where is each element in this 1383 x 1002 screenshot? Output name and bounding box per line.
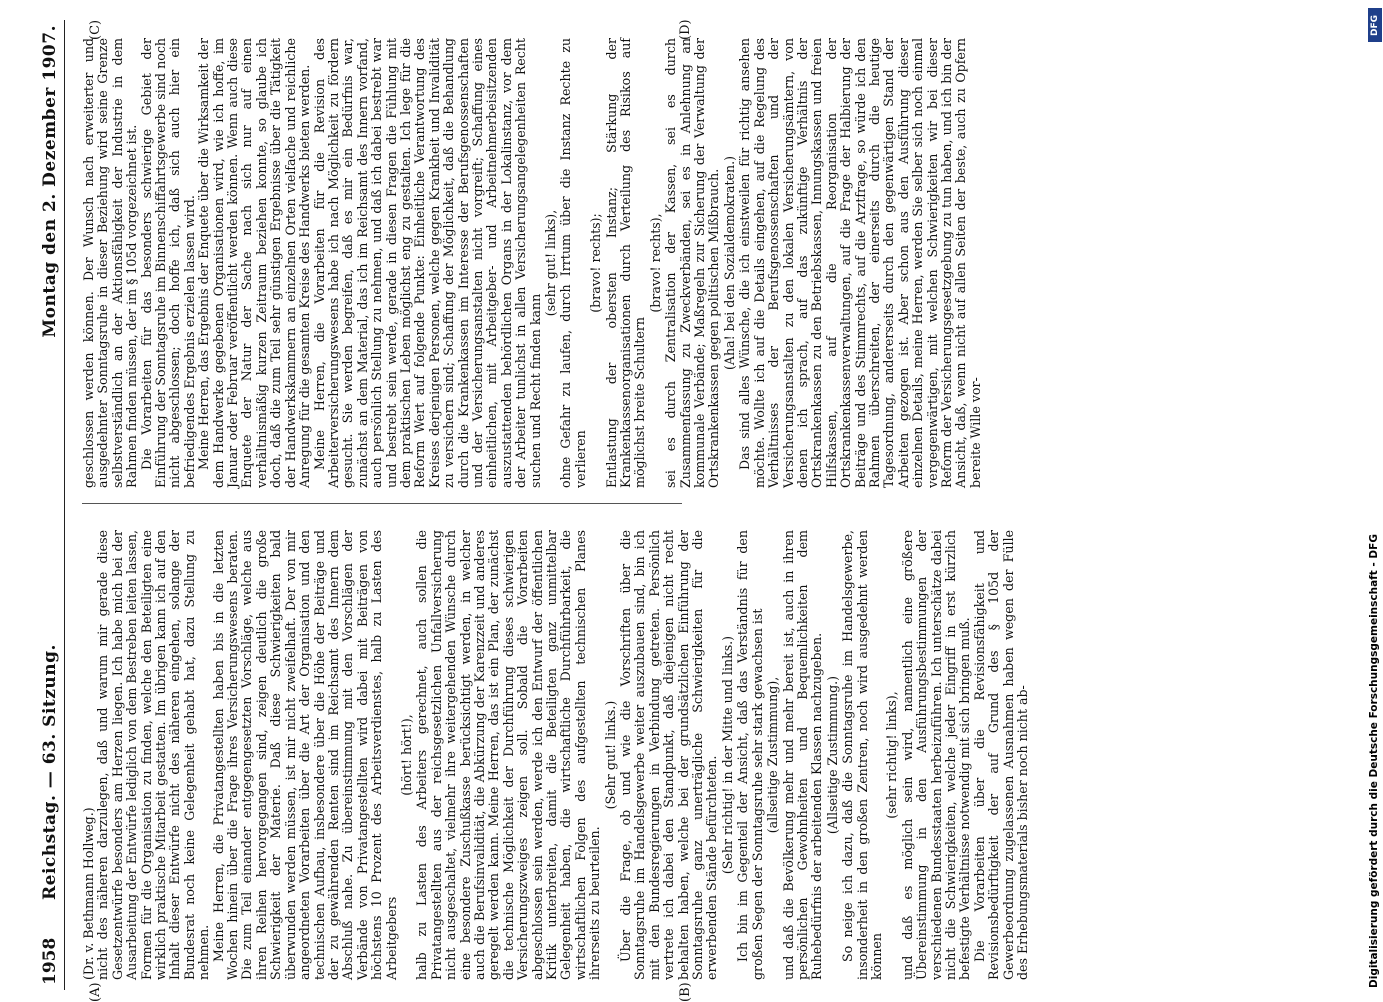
paragraph: und daß es möglich sein wird, namentlich eine größere Übereinstimmung in den Ausführungsbestimmungen der verschiedenen Bundesstaaten herbeizuführen. Ich unterschätze dabei nicht die Schwierigkeiten, welche jeder Eingriff in erst kürzlich befestigte Verhältnisse notwendig mit sich bringen muß. [899,530,973,980]
page-number: 1958 [40,937,60,985]
paragraph: Meine Herren, das Ergebnis der Enquete über die Wirksamkeit der dem Handwerke gegebenen Organisationen wird, wie ich hoffe, im Januar oder Februar veröffentlicht werden können. Wenn auch diese Enquete der Natur der Sache nach sich nur auf einen verhältnismäßig kurzen Zeitraum beziehen konnte, so glaube ich doch, daß die zum Teil sehr günstigen Ergebnisse über die Tätigkeit der Handwerkskammern an einzelnen Orten vielfache und reichliche Anregung für die gesamten Kreise des Handwerks bieten werden. [196,38,313,488]
paragraph: sei es durch Zentralisation der Kassen, sei es durch Zusammenfassung zu Zweckverbänden, sei es in Anlehnung an kommunale Verbände; Maßregeln zur Sicherung der Verwaltung der Ortskrankenkassen gegen politischen Mißbrauch. [663,38,722,488]
interjection: (sehr gut! links), [543,209,558,317]
session-date: Montag den 2. Dezember 1907. [40,25,60,338]
paragraph: halb zu Lasten des Arbeiters gerechnet, auch sollen die Privatangestellten aus der reichsgesetzlichen Unfallversicherung nicht ausgeschaltet, vielmehr ihre weitergehenden Wünsche durch eine besondere Zuschußkasse berücksichtigt werden, in welcher auch die Berufsinvalidität, die Abkürzung der Karenzzeit und anderes geregelt werden kann. Meine Herren, das ist ein Plan, der zunächst die technische Möglichkeit der Durchführung dieses schwierigen Versicherungszweiges zeigen soll. Sobald die Vorarbeiten abgeschlossen sein werden, werde ich den Entwurf der öffentlichen Kritik unterbreiten, damit die Beteiligten ganz unmittelbar Gelegenheit haben, die wirtschaftliche Durchführbarkeit, die wirtschaftlichen Folgen des aufgestellten technischen Planes ihrerseits zu beurteilen. [414,530,603,980]
paragraph: geschlossen werden können. Der Wunsch nach erweiterter und ausgedehnter Sonntagsruhe in dieser Beziehung wird seine Grenze selbstverständlich an der Aktionsfähigkeit der Industrie in dem Rahmen finden müssen, der im § 105d vorgezeichnet ist. [81,38,140,488]
page-header [0,0,70,1000]
margin-mark-b: (B) [678,982,693,1002]
interjection: (hört! hört!), [398,714,414,796]
paragraph: So neige ich dazu, daß die Sonntagsruhe im Handelsgewerbe, insonderheit in den großen Zentren, noch wird ausgedehnt werden können [840,530,884,980]
margin-mark-a: (A) [88,982,103,1002]
right-column [82,38,983,488]
left-column [82,530,1030,980]
running-title: Reichstag. — 63. Sitzung. [40,644,60,900]
paragraph: Meine Herren, die Privatangestellten haben bis in die letzten Wochen hinein über die Frage ihres Versicherungswesens beraten. Die zum Teil einander entgegengesetzten Vorschläge, welche aus ihren Reihen hervorgegangen sind, zeigen deutlich die große Schwierigkeit der Materie. Daß diese Schwierigkeiten bald überwunden werden müssen, ist mir nicht zweifelhaft. Der von mir angeordneten Vorarbeiten über die Art der Organisation und den technischen Aufbau, insbesondere über die Höhe der Beiträge und der zu gewährenden Renten sind im Reichsamt des Innern dem Abschluß nahe. Zu übereinstimmung mit den Vorschlägen der Verbände von Privatangestellten wird dabei mit Beiträgen von höchstens 10 Prozent des Arbeitsverdienstes, halb zu Lasten des Arbeitgebers [210,530,399,980]
interjection: (Sehr gut! links.) [602,700,618,810]
paragraph: Die Vorarbeiten über die Revisionsfähigkeit und Revisionsbedürftigkeit der auf Grund des § 105d der Gewerbeordnung zugelassenen Ausnahmen haben wegen der Fülle des Erhebungsmaterials bisher noch nicht ab- [971,530,1030,980]
paragraph: Ich bin im Gegenteil der Ansicht, daß das Verständnis für den großen Segen der Sonntagsruhe sehr stark gewachsen ist [735,530,765,980]
dfg-logo-badge: DFG [1368,8,1382,42]
margin-mark-c: (C) [88,19,103,40]
paragraph: ohne Gefahr zu laufen, durch Irrtum über die Instanz Rechte zu verlieren [558,38,588,488]
paragraph: Entlastung der obersten Instanz; Stärkung der Krankenkassenorganisationen durch Verteilung des Risikos auf möglichst breite Schultern [603,38,648,488]
interjection: (Allseitige Zustimmung.) [824,675,840,835]
paragraph: nicht des näheren darzulegen, daß und warum mir gerade diese Gesetzentwürfe besonders am Herzen liegen. Ich habe mich bei der Ausarbeitung der Entwürfe lediglich von dem Bestreben leiten lassen, Formen für die Organisation zu finden, welche den Beteiligten eine wirklich praktische Mitarbeit gestatten. Im übrigen kann ich auf den Inhalt dieser Entwürfe nicht des näheren eingehen, solange der Bundesrat noch keine Gelegenheit gehabt hat, dazu Stellung zu nehmen. [95,530,212,980]
interjection: (bravo! rechts), [647,213,663,313]
interjection: (Sehr richtig! in der Mitte und links.) [719,635,735,875]
digitization-credit: Digitalisierung gefördert durch die Deutsche Forschungsgemeinschaft - DFG [1368,534,1380,988]
paragraph: Meine Herren, die Vorarbeiten für die Revision des Arbeiterversicherungswesens habe ich nach Möglichkeit zu fördern gesucht. Sie werden begreifen, daß es mir ein Bedürfnis war, zunächst an dem Material, das ich im Reichsamt des Innern vorfand, auch persönlich Stellung zu nehmen, und daß ich dabei bestrebt war und bestrebt sein werde, gerade in diesen Fragen die Fühlung mit dem praktischen Leben möglichst eng zu gestalten. Ich lege für die Reform Wert auf folgende Punkte: Einheitliche Verantwortung des Kreises derjenigen Personen, welche gegen Krankheit und Invalidität zu versichern sind; Schaffung der Möglichkeit, daß die Behandlung durch die Krankenkassen im Interesse der Berufsgenossenschaften und der Versicherungsanstalten nicht vorgreift; Schaffung eines einheitlichen, mit Arbeitgeber- und Arbeitnehmerbeisitzenden auszustattenden behördlichen Organs in der Lokalinstanz, vor dem der Arbeiter tunlichst in allen Versicherungsangelegenheiten Recht suchen und Recht finden kann [311,38,543,488]
paragraph: und daß die Bevölkerung mehr und mehr bereit ist, auch in ihren persönlichen Gewohnheiten und Bequemlichkeiten dem Ruhebedürfnis der arbeitenden Klassen nachzugeben. [780,530,825,980]
margin-mark-d: (D) [678,19,693,40]
interjection: (Aha! bei den Sozialdemokraten.) [721,156,737,371]
header-rule [64,20,65,990]
paragraph: Über die Frage, ob und wie die Vorschriften über die Sonntagsruhe im Handelsgewerbe weiter auszubauen sind, bin ich mit den Bundesregierungen in Verbindung getreten. Persönlich vertrete ich dabei den Standpunkt, daß diejenigen nicht recht behalten haben, welche bei der grundsätzlichen Einführung der Sonntagsruhe ganz unerträgliche Schwierigkeiten für die erwerbenden Stände befürchteten. [618,530,720,980]
interjection: (sehr richtig! links), [884,691,900,819]
column-divider [82,503,682,504]
interjection: (allseitige Zustimmung), [765,676,781,834]
speaker-name: (Dr. v. Bethmann Hollweg.) [81,807,96,980]
interjection: (bravo! rechts); [588,213,604,313]
paragraph: Die Vorarbeiten für das besonders schwierige Gebiet der Einführung der Sonntagsruhe im Binnenschiffahrtsgewerbe sind noch nicht abgeschlossen; doch hoffe ich, daß sich auch hier ein befriedigendes Ergebnis erzielen lassen wird. [138,38,197,488]
paragraph: Das sind alles Wünsche, die ich einstweilen für richtig ansehen möchte. Wollte ich auf die Details eingehen, auf die Regelung des Verhältnisses der Berufsgenossenschaften und der Versicherungsanstalten zu den lokalen Versicherungsämtern, von denen ich sprach, auf das zukünftige Verhältnis der Ortskrankenkassen zu den Betriebskassen, Innungskassen und freien Hilfskassen, auf die Reorganisation der Ortskrankenkassenverwaltungen, auf die Frage der Halbierung der Beiträge und des Stimmrechts, auf die Arztfrage, so würde ich den Rahmen überschreiten, der einerseits durch die heutige Tagesordnung, andererseits durch den gegenwärtigen Stand der Arbeiten gezogen ist. Aber schon aus den Ausführung dieser einzelnen Details, meine Herren, werden Sie selber sich noch einmal vergegenwärtigen, mit welchen Schwierigkeiten wir bei dieser Reform der Versicherungsgesetzgebung zu tun haben, und ich bin der Ansicht, daß, wenn nicht auf allen Seiten der beste, auch zu Opfern bereite Wille vor- [737,38,983,488]
